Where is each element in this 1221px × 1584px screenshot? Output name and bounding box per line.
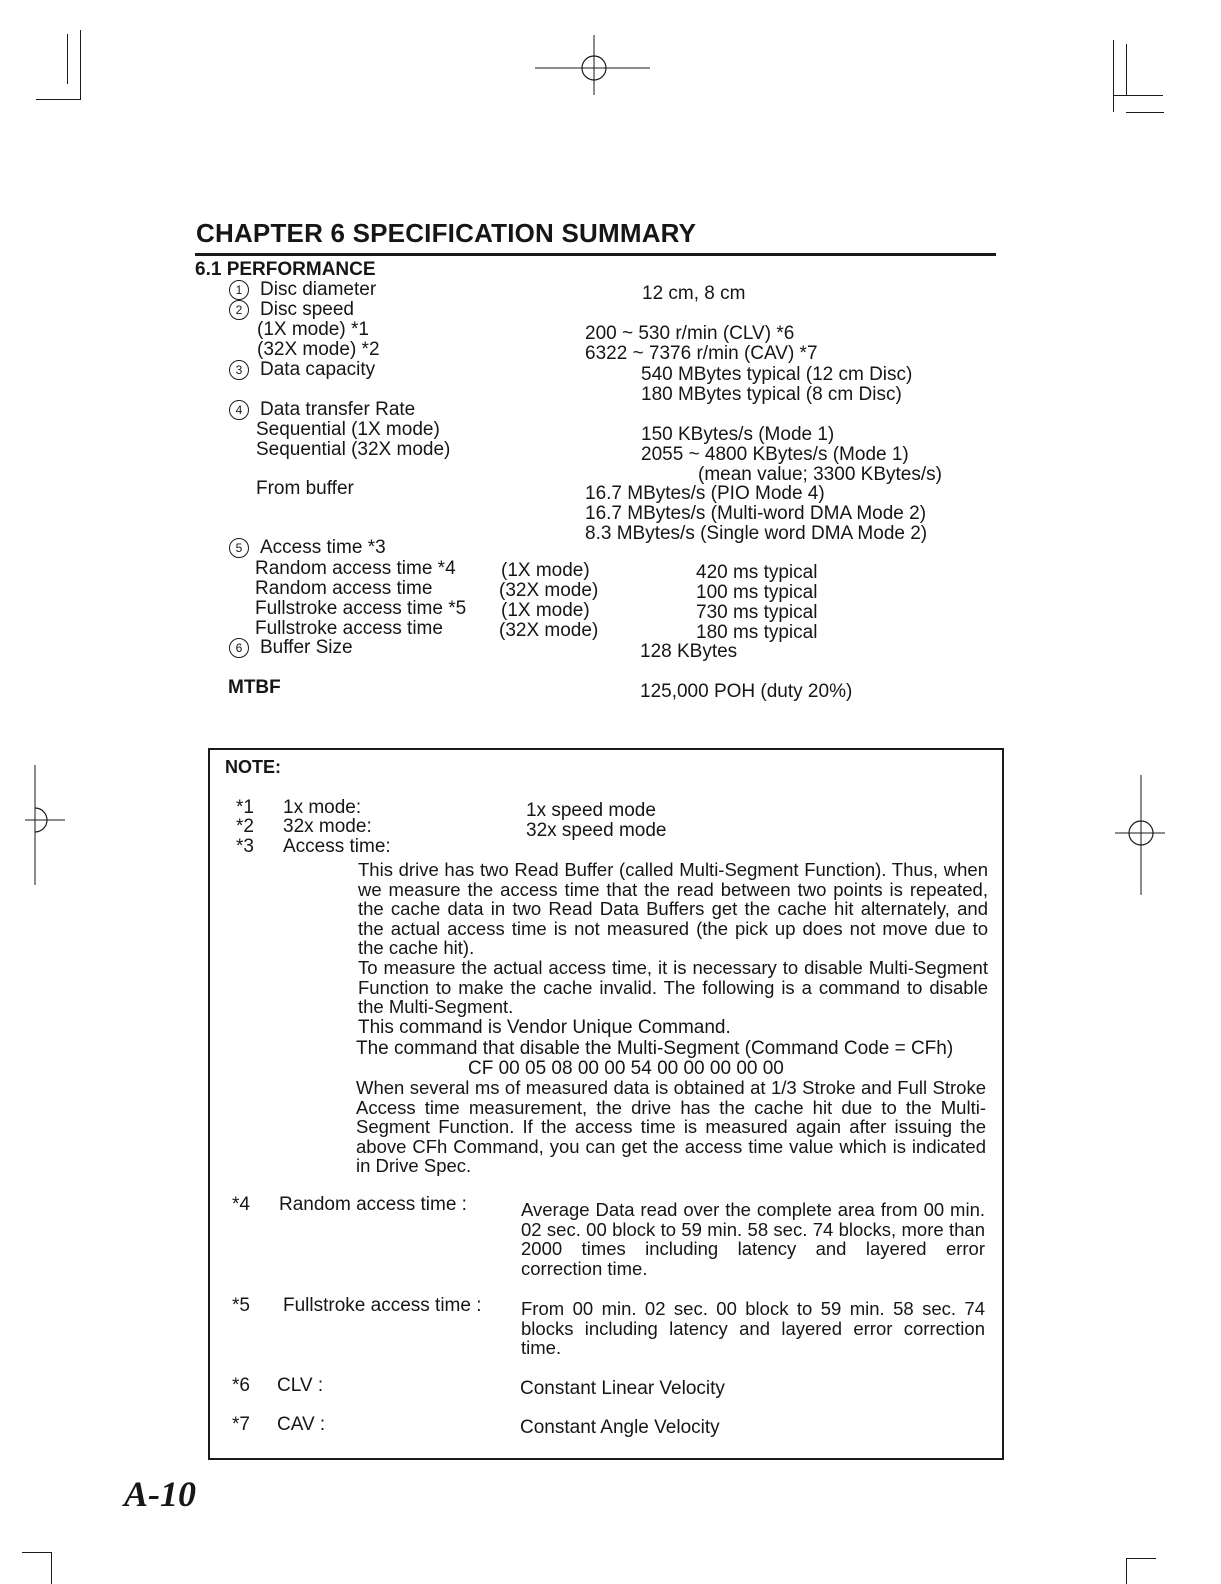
access-row-value: 420 ms typical xyxy=(696,562,818,583)
spec-access-time xyxy=(229,538,386,558)
title-rule xyxy=(195,253,996,256)
spec-value: (mean value; 3300 KBytes/s) xyxy=(698,464,942,485)
spec-label: Buffer Size xyxy=(260,637,353,658)
crop-mark-top-right-h2 xyxy=(1126,112,1164,113)
spec-sublabel: Sequential (32X mode) xyxy=(256,439,451,460)
note-mark: *6 xyxy=(232,1375,250,1396)
spec-value: 8.3 MBytes/s (Single word DMA Mode 2) xyxy=(585,523,928,544)
note-mark: *7 xyxy=(232,1414,250,1435)
item-number-3: 3 xyxy=(229,360,249,380)
spec-disc-speed xyxy=(229,300,354,320)
note-desc: Average Data read over the complete area from 00 min. 02 sec. 00 block to 59 min. 58 sec. 74 blocks, more than 2000 times including latency and layered error correction time. xyxy=(521,1199,985,1279)
item-number-5: 5 xyxy=(229,538,249,558)
item-number-2: 2 xyxy=(229,300,249,320)
item-number-6: 6 xyxy=(229,638,249,658)
section-title: 6.1 PERFORMANCE xyxy=(195,259,376,280)
registration-mark-left-icon xyxy=(20,765,65,885)
note-paragraph: This command is Vendor Unique Command. xyxy=(358,1017,731,1038)
spec-value: 6322 ~ 7376 r/min (CAV) *7 xyxy=(585,343,818,364)
note-mark: *3 xyxy=(236,836,254,857)
note-desc: Constant Linear Velocity xyxy=(520,1378,725,1399)
access-row-mode: (32X mode) xyxy=(499,620,599,641)
spec-value: 180 MBytes typical (8 cm Disc) xyxy=(641,384,902,405)
spec-label: Data transfer Rate xyxy=(260,399,416,420)
note-paragraph: This drive has two Read Buffer (called Multi-Segment Function). Thus, when we measure the access time that the read between two points is repeated, the cache data in two Read Data Buffers get the cache hit alternately, and the actual access time is not measured (the pick up does not move due to the cache hit). xyxy=(358,859,988,959)
note-title: NOTE: xyxy=(225,757,281,777)
crop-mark-top-right-h1 xyxy=(1113,95,1163,96)
crop-mark-bottom-left-h xyxy=(22,1552,52,1553)
note-paragraph: The command that disable the Multi-Segment (Command Code = CFh) xyxy=(356,1038,954,1059)
spec-sublabel: (32X mode) *2 xyxy=(257,339,380,360)
item-number-1: 1 xyxy=(229,280,249,300)
access-row-mode: (32X mode) xyxy=(499,580,599,601)
note-mark: *1 xyxy=(236,797,254,818)
note-desc: 1x speed mode xyxy=(526,800,656,821)
item-number-4: 4 xyxy=(229,400,249,420)
note-term: Access time: xyxy=(283,836,391,857)
note-desc: From 00 min. 02 sec. 00 block to 59 min. 58 sec. 74 blocks including latency and layered error correction time. xyxy=(521,1298,985,1359)
spec-mtbf-label: MTBF xyxy=(228,677,281,698)
access-row-mode: (1X mode) xyxy=(501,600,590,621)
access-row-value: 730 ms typical xyxy=(696,602,818,623)
access-row-label: Fullstroke access time xyxy=(255,618,443,639)
spec-value: 16.7 MBytes/s (Multi-word DMA Mode 2) xyxy=(585,503,927,524)
registration-mark-right-icon xyxy=(1115,775,1165,895)
spec-value: 200 ~ 530 r/min (CLV) *6 xyxy=(585,323,795,344)
spec-sublabel: (1X mode) *1 xyxy=(257,319,369,340)
note-term: CLV : xyxy=(277,1375,324,1396)
crop-mark-top-left-v2 xyxy=(80,30,81,100)
access-row-mode: (1X mode) xyxy=(501,560,590,581)
note-term: Random access time : xyxy=(279,1194,467,1215)
note-paragraph: To measure the actual access time, it is necessary to disable Multi-Segment Function to make the cache invalid. The following is a command to disable the Multi-Segment. xyxy=(358,957,988,1018)
crop-mark-top-left-v1 xyxy=(67,34,68,84)
spec-value: 128 KBytes xyxy=(640,641,738,662)
crop-mark-top-right-v1 xyxy=(1113,40,1114,112)
note-term: Fullstroke access time : xyxy=(283,1295,482,1316)
spec-sublabel: Sequential (1X mode) xyxy=(256,419,440,440)
spec-buffer-size xyxy=(229,638,353,658)
spec-value: 540 MBytes typical (12 cm Disc) xyxy=(641,364,913,385)
page-number: A-10 xyxy=(124,1474,196,1514)
command-code: CF 00 05 08 00 00 54 00 00 00 00 00 xyxy=(468,1058,784,1079)
note-paragraph: When several ms of measured data is obtained at 1/3 Stroke and Full Stroke Access time measurement, the drive has the cache hit due to the Multi-Segment Function. If the access time is measured again after issuing the above CFh Command, you can get the access time value which is indicated in Drive Spec. xyxy=(356,1077,986,1177)
crop-mark-bottom-left-v xyxy=(51,1552,52,1584)
spec-value: 150 KBytes/s (Mode 1) xyxy=(641,424,835,445)
note-mark: *4 xyxy=(232,1194,250,1215)
crop-mark-top-right-v2 xyxy=(1126,44,1127,96)
note-term: 1x mode: xyxy=(283,797,362,818)
access-row-label: Random access time xyxy=(255,578,433,599)
spec-label: Data capacity xyxy=(260,359,376,380)
spec-value: 125,000 POH (duty 20%) xyxy=(640,681,853,702)
spec-value: 12 cm, 8 cm xyxy=(642,283,746,304)
spec-value: 2055 ~ 4800 KBytes/s (Mode 1) xyxy=(641,444,909,465)
spec-disc-diameter xyxy=(229,280,376,300)
registration-mark-top-icon xyxy=(535,35,650,95)
note-desc: Constant Angle Velocity xyxy=(520,1417,720,1438)
spec-transfer-rate xyxy=(229,400,415,420)
note-mark: *2 xyxy=(236,816,254,837)
spec-sublabel: From buffer xyxy=(256,478,354,499)
spec-data-capacity xyxy=(229,360,375,380)
chapter-title: CHAPTER 6 SPECIFICATION SUMMARY xyxy=(196,218,697,248)
access-row-value: 100 ms typical xyxy=(696,582,818,603)
spec-label: Disc diameter xyxy=(260,279,377,300)
note-term: 32x mode: xyxy=(283,816,372,837)
crop-mark-bottom-right-v xyxy=(1126,1558,1127,1584)
access-row-label: Fullstroke access time *5 xyxy=(255,598,467,619)
spec-label: Access time *3 xyxy=(260,537,386,558)
note-desc: 32x speed mode xyxy=(526,820,667,841)
spec-label: Disc speed xyxy=(260,299,354,320)
spec-value: 16.7 MBytes/s (PIO Mode 4) xyxy=(585,483,825,504)
access-row-label: Random access time *4 xyxy=(255,558,456,579)
note-term: CAV : xyxy=(277,1414,326,1435)
note-mark: *5 xyxy=(232,1295,250,1316)
crop-mark-bottom-right-h xyxy=(1126,1558,1156,1559)
access-row-value: 180 ms typical xyxy=(696,622,818,643)
crop-mark-top-left-h xyxy=(36,99,81,100)
